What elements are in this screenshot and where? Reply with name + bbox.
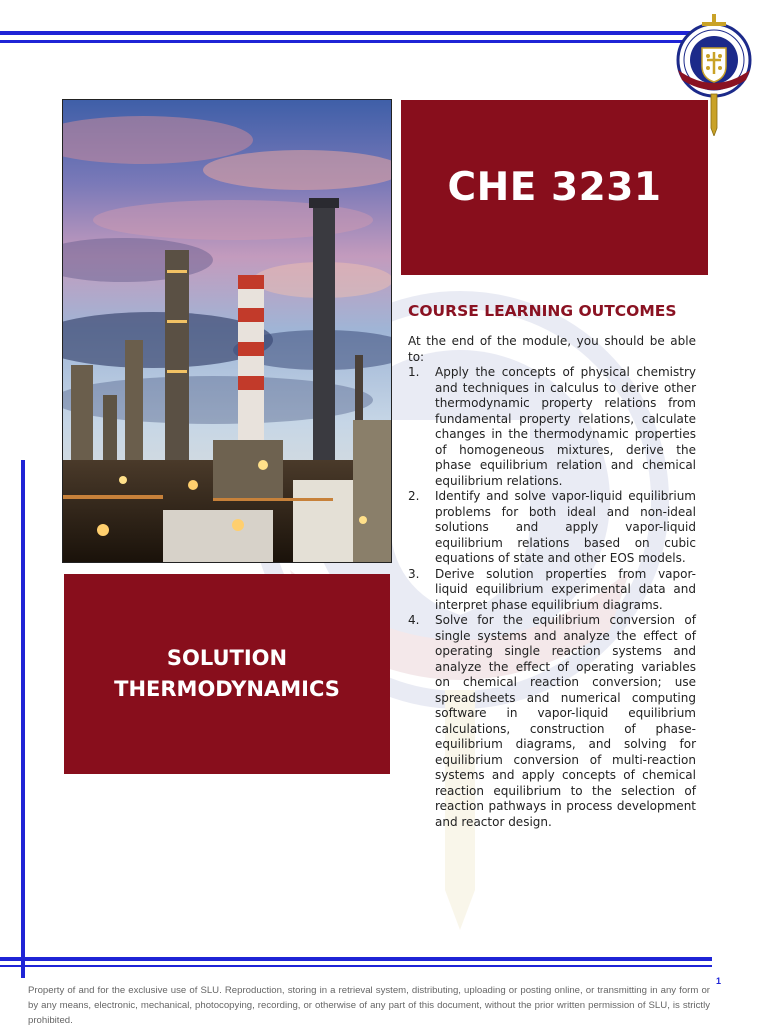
bottom-rule-thin bbox=[0, 965, 712, 967]
outcome-item bbox=[408, 489, 696, 567]
outcome-number: 2. bbox=[408, 489, 420, 503]
outcome-text: Identify and solve vapor-liquid equilibrium problems for both ideal and non-ideal solutions and apply vapor-liquid equilibrium relations based on cubic equations of state and other EOS models. bbox=[435, 489, 696, 565]
course-code: CHE 3231 bbox=[447, 165, 662, 210]
bottom-rule-thick bbox=[0, 957, 712, 961]
outcomes-list bbox=[408, 365, 696, 830]
outcome-text: Derive solution properties from vapor-liquid equilibrium experimental data and interpret phase equilibrium diagrams. bbox=[435, 566, 696, 612]
top-rule-thin bbox=[0, 40, 690, 43]
outcome-text: Solve for the equilibrium conversion of single systems and analyze the effect of operating single reaction systems and analyze the effect of operating variables on chemical reaction conversion; use spreadsheets and numerical computing software in vapor-liquid equilibrium calculations, construction of phase-equilibrium diagrams, and solving for equilibrium conversion of multi-reaction systems and apply concepts of chemical reaction equilibrium to the selection of reaction pathways in process development and reactor design. bbox=[435, 613, 696, 829]
course-code-box bbox=[401, 100, 708, 275]
outcome-item bbox=[408, 365, 696, 489]
outcome-text: Apply the concepts of physical chemistry and techniques in calculus to derive other thermodynamic property relations from fundamental property relations, calculate changes in the thermodynamic properties of homogeneous mixtures, derive the phase equilibrium relation and chemical equilibrium relations. bbox=[435, 365, 696, 488]
page-number: 1 bbox=[716, 976, 722, 986]
outcome-number: 4. bbox=[408, 613, 420, 627]
outcome-number: 1. bbox=[408, 365, 420, 379]
outcomes-intro: At the end of the module, you should be able to: bbox=[408, 334, 696, 364]
outcome-item bbox=[408, 613, 696, 830]
module-title-line-2: THERMODYNAMICS bbox=[114, 677, 340, 701]
outcome-number: 3. bbox=[408, 566, 420, 581]
copyright-notice: Property of and for the exclusive use of SLU. Reproduction, storing in a retrieval system, distributing, uploading or posting online, or transmitting in any form or by any means, electronic, mechanical, photocopying, recording, or otherwise of any part of this document, without the prior written permission of SLU, is strictly prohibited. bbox=[28, 985, 710, 1026]
refinery-photo bbox=[63, 100, 391, 562]
outcomes-heading: COURSE LEARNING OUTCOMES bbox=[408, 302, 677, 320]
outcome-item bbox=[408, 567, 696, 614]
learning-outcomes-section bbox=[408, 302, 696, 830]
module-title-line-1: SOLUTION bbox=[166, 646, 288, 670]
left-vertical-rule bbox=[21, 460, 25, 978]
top-rule-thick bbox=[0, 31, 690, 35]
module-title-box bbox=[64, 574, 390, 774]
